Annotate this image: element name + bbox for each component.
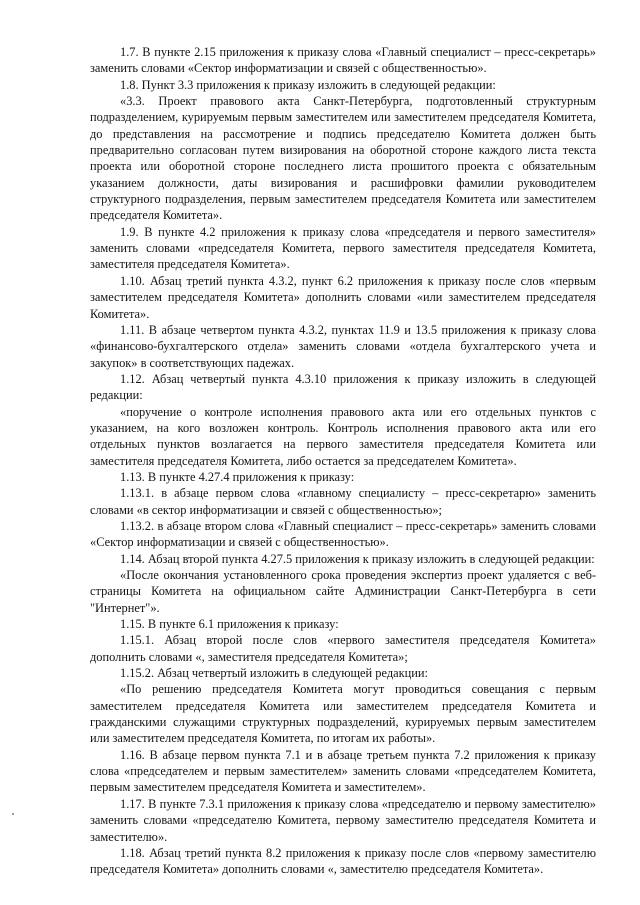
- paragraph-1-14: 1.14. Абзац второй пункта 4.27.5 приложения к приказу изложить в следующей редакции:: [120, 551, 595, 566]
- scan-speck: [12, 813, 14, 815]
- paragraph-1-9: 1.9. В пункте 4.2 приложения к приказу слова «председателя и первого заместителя» заменить словами «председателя Комитета, первого заместителя председателя Комитета, заместителя председателя Комитета».: [90, 224, 596, 272]
- document-body: [90, 44, 596, 878]
- paragraph-1-15-2: 1.15.2. Абзац четвертый изложить в следующей редакции:: [120, 666, 428, 681]
- paragraph-1-8: 1.8. Пункт 3.3 приложения к приказу изложить в следующей редакции:: [120, 77, 496, 92]
- paragraph-1-7: 1.7. В пункте 2.15 приложения к приказу слова «Главный специалист – пресс-секретарь» заменить словами «Сектор информатизации и связей с общественностью».: [90, 45, 596, 76]
- paragraph-1-15: 1.15. В пункте 6.1 приложения к приказу:: [120, 617, 339, 632]
- paragraph-1-11: 1.11. В абзаце четвертом пункта 4.3.2, пунктах 11.9 и 13.5 приложения к приказу слова «финансово-бухгалтерского отдела» заменить словами «отдела бухгалтерского учета и закупок» в соответствующих падежах.: [90, 322, 596, 370]
- paragraph-1-12: 1.12. Абзац четвертый пункта 4.3.10 приложения к приказу изложить в следующей редакции:: [90, 371, 596, 403]
- paragraph-1-13-1: 1.13.1. в абзаце первом слова «главному специалисту – пресс-секретарю» заменить словами «в сектор информатизации и связей с общественностью»;: [90, 486, 596, 517]
- paragraph-1-16: 1.16. В абзаце первом пункта 7.1 и в абзаце третьем пункта 7.2 приложения к приказу слова «председателем и первым заместителем» заменить словами «председателем Комитета, первым заместителем председателя Комитета и заместителем».: [90, 747, 596, 795]
- paragraph-1-13-2: 1.13.2. в абзаце втором слова «Главный специалист – пресс-секретарь» заменить словами «Сектор информатизации и связей с общественностью».: [90, 518, 596, 550]
- paragraph-4-3-10-quote: «поручение о контроле исполнения правового акта или его отдельных пунктов с указанием, на кого возложен контроль. Контроль исполнения правового акта или его отдельных пунктов возлагается на первого заместителя председателя Комитета или заместителя председателя Комитета, либо остается за председателем Комитета».: [90, 404, 596, 468]
- paragraph-1-15-1: 1.15.1. Абзац второй после слов «первого заместителя председателя Комитета» дополнить словами «, заместителя председателя Комитета»;: [90, 633, 596, 664]
- paragraph-6-1-quote: «По решению председателя Комитета могут проводиться совещания с первым заместителем председателя Комитета или заместителем председателя Комитета и гражданскими служащими структурных подразделений, курируемых первым заместителем или заместителем председателя Комитета, по итогам их работы».: [90, 682, 596, 746]
- paragraph-4-27-5-quote: «После окончания установленного срока проведения экспертиз проект удаляется с веб-страницы Комитета на официальном сайте Администрации Санкт-Петербурга в сети "Интернет"».: [90, 568, 596, 615]
- paragraph-1-18: 1.18. Абзац третий пункта 8.2 приложения к приказу после слов «первому заместителю председателя Комитета» дополнить словами «, заместителю председателя Комитета».: [90, 845, 596, 877]
- paragraph-1-17: 1.17. В пункте 7.3.1 приложения к приказу слова «председателю и первому заместителю» заменить словами «председателю Комитета, первому заместителю председателя Комитета и заместителю».: [90, 796, 596, 844]
- paragraph-3-3-quote: «3.3. Проект правового акта Санкт-Петербурга, подготовленный структурным подразделением, курируемым первым заместителем или заместителем председателя Комитета, до представления на рассмотрение и подпись председателю Комитета должен быть предварительно согласован путем визирования на оборотной стороне каждого листа текста проекта или оборотной стороне последнего листа прошитого проекта с обязательным указанием должности, даты визирования и расшифровки фамилии руководителем структурного подразделения, первым заместителем председателя Комитета или заместителем председателя Комитета».: [90, 94, 596, 223]
- paragraph-1-13: 1.13. В пункте 4.27.4 приложения к приказу:: [120, 469, 355, 484]
- paragraph-1-10: 1.10. Абзац третий пункта 4.3.2, пункт 6.2 приложения к приказу после слов «первым заместителем председателя Комитета» дополнить словами «или заместителем председателя Комитета».: [90, 273, 596, 321]
